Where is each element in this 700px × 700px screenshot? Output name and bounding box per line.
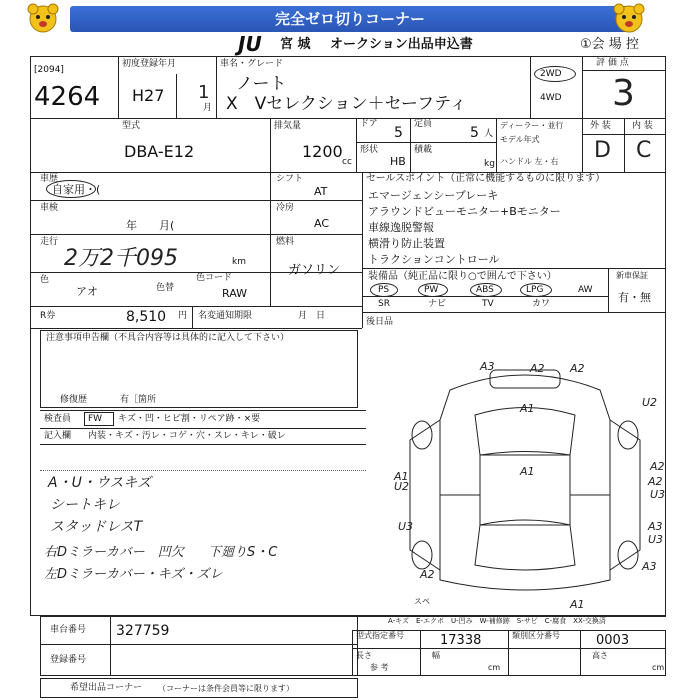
handwritten-line-4: 右Dミラーカバー 凹欠 <box>44 545 184 560</box>
exterior-label: 外 装 <box>590 121 611 131</box>
capacity-label: 定員 <box>414 119 433 129</box>
selling-title: セールスポイント（正常に機能するものに限ります） <box>366 173 606 184</box>
repair-label: 修復歴 <box>60 395 88 405</box>
equip-warranty: 有・無 <box>618 291 651 304</box>
damage-mark: A1 <box>520 402 535 415</box>
reg-year-label: 初度登録年月 <box>122 59 177 69</box>
displacement-value: 1200 <box>302 142 343 161</box>
reg-month: 1 <box>198 82 210 103</box>
repair-value: 有［箇所 <box>120 395 157 405</box>
load-label: 積載 <box>414 145 433 155</box>
dealer-label: ディーラー・並行 <box>500 121 564 130</box>
damage-mark: U2 <box>642 396 658 409</box>
cm-1: cm <box>488 663 501 672</box>
equip-lpg: LPG <box>526 285 544 295</box>
load-unit: kg <box>484 159 495 169</box>
pass-value: 月 日 <box>298 311 326 321</box>
reg-label: 登録番号 <box>50 655 87 665</box>
category-value: 0003 <box>596 633 630 648</box>
damage-mark: A3 <box>642 560 657 573</box>
damage-mark: U3 <box>398 520 414 533</box>
recycle-unit: 円 <box>178 311 188 321</box>
approved-value: 17338 <box>440 633 482 648</box>
equip-pw: PW <box>424 285 439 295</box>
handwritten-line-2: シートキレ <box>50 497 120 513</box>
record-bottom: 内装・キズ・汚レ・コゲ・穴・スレ・キレ・破レ <box>88 431 286 441</box>
damage-mark: A2 <box>648 475 663 488</box>
fuel-value: ガソリン <box>288 263 341 278</box>
recycle-value: 8,510 <box>126 309 167 325</box>
damage-mark: U3 <box>648 533 664 546</box>
capacity-value: 5 <box>470 125 479 141</box>
pass-label: 名変通知期限 <box>198 311 253 321</box>
diagram-suffix: スペ <box>414 597 430 606</box>
damage-mark: U2 <box>394 480 410 493</box>
inspection-value: 年 月( <box>126 219 175 232</box>
shift-value: AT <box>314 185 328 198</box>
model-name: ノート <box>236 74 287 94</box>
damage-mark: A3 <box>648 520 663 533</box>
post-label: 後日品 <box>366 317 394 327</box>
chassis-box <box>40 616 358 676</box>
color-change-label: 色替 <box>156 283 175 293</box>
shape-value: HB <box>390 155 406 168</box>
car-damage-diagram <box>380 330 670 610</box>
type-value: DBA-E12 <box>124 142 195 161</box>
color-no-label: 色コード <box>196 273 233 283</box>
width-label: 幅 <box>432 651 440 660</box>
equip-tv: TV <box>482 299 494 309</box>
damage-mark: A3 <box>480 360 495 373</box>
history-value: 自家用・( <box>52 183 101 196</box>
ac-value: AC <box>314 217 330 230</box>
equip-sr: SR <box>378 299 390 309</box>
displacement-label: 排気量 <box>274 121 302 131</box>
reg-era: H27 <box>132 86 165 105</box>
org-name: 宮 城 <box>280 37 311 52</box>
selling-item-4: 横滑り防止装置 <box>368 237 445 250</box>
mascot-left-icon <box>26 2 60 36</box>
mileage-label: 走行 <box>40 237 59 247</box>
history-label: 車歴 <box>40 174 59 184</box>
shape-label: 形状 <box>360 145 379 155</box>
color-value: アオ <box>76 285 98 298</box>
color-no-value: RAW <box>222 287 247 300</box>
selling-item-3: 車線逸脱警報 <box>368 221 434 234</box>
interior-label: 内 装 <box>632 121 653 131</box>
selling-item-1: エマージェンシーブレーキ <box>368 189 499 202</box>
equip-aw: AW <box>578 285 593 295</box>
color-label: 色 <box>40 275 50 285</box>
banner-title: 完全ゼロ切りコーナー <box>70 6 630 32</box>
damage-mark: A1 <box>520 465 535 478</box>
selling-item-2: アラウンドビューモニター+Bモニター <box>368 205 561 218</box>
equip-title: 装備品（純正品に限り○で囲んで下さい） <box>368 271 557 282</box>
recycle-label: R券 <box>40 311 56 321</box>
damage-mark: A1 <box>394 470 409 483</box>
equip-leather: カワ <box>532 299 551 309</box>
doors-label: ドア <box>360 119 378 129</box>
handle-label: ハンドル 左・右 <box>500 157 559 166</box>
wish-label: 希望出品コーナー <box>70 683 143 693</box>
selling-item-5: トラクションコントロール <box>368 253 500 266</box>
reg-month-unit: 月 <box>203 103 213 113</box>
approved-label: 型式指定番号 <box>356 631 404 640</box>
handwritten-line-3: スタッドレスT <box>50 519 143 535</box>
record-top: キズ・凹・ヒビ割・リペア跡・×要 <box>118 414 261 424</box>
handwritten-side-note: 下廻りS・C <box>208 545 278 560</box>
lot-small-id: [2094] <box>34 65 64 75</box>
height-label: 高さ <box>592 651 608 660</box>
ju-logo: JU <box>238 32 262 56</box>
handwritten-line-5: 左Dミラーカバー・キズ・ズレ <box>44 567 223 582</box>
inspection-label: 車検 <box>40 203 59 213</box>
type-label: 型式 <box>122 121 141 131</box>
equip-abs: ABS <box>476 285 494 295</box>
displacement-unit: cc <box>342 157 352 167</box>
venue-label: ①会 場 控 <box>580 37 639 52</box>
shift-label: シフト <box>276 174 304 184</box>
record-label: 記入欄 <box>44 431 72 441</box>
inspector-label: 検査員 <box>44 414 72 424</box>
damage-mark: U3 <box>650 488 666 501</box>
damage-mark: A1 <box>570 598 585 610</box>
damage-mark: A2 <box>530 362 545 375</box>
mileage-unit: km <box>232 257 246 267</box>
fuel-label: 燃料 <box>276 237 295 247</box>
category-label: 類別区分番号 <box>512 631 560 640</box>
lot-number: 4264 <box>34 82 101 112</box>
form-title: オークション出品申込書 <box>330 37 473 52</box>
damage-mark: A2 <box>420 568 435 581</box>
mascot-right-icon <box>612 2 646 36</box>
diagram-legend: A-キズ E-エクボ U-凹み W-補修跡 S-サビ C-腐食 XX-交換済 <box>388 617 606 625</box>
equip-ps: PS <box>378 285 390 295</box>
notes-title: 注意事項申告欄（不具合内容等は具体的に記入して下さい） <box>46 333 290 343</box>
length-label: 長さ <box>356 651 372 660</box>
score-label: 評 価 点 <box>596 58 629 68</box>
interior-grade: C <box>636 138 652 163</box>
model-grade: X Vセレクション＋セーフティ <box>226 94 467 114</box>
cm-2: cm <box>652 663 665 672</box>
exterior-grade: D <box>594 138 611 163</box>
drive-4wd: 4WD <box>540 93 562 103</box>
damage-mark: A2 <box>570 362 585 375</box>
doors-value: 5 <box>394 125 403 141</box>
chassis-label: 車台番号 <box>50 625 87 635</box>
equip-new-label: 新車保証 <box>616 271 648 280</box>
model-year-label: モデル年式 <box>500 135 540 144</box>
inspector-value: FW <box>88 414 103 424</box>
chassis-value: 327759 <box>116 623 170 639</box>
capacity-unit: 人 <box>484 129 494 139</box>
mileage-value: 2万2千095 <box>64 246 178 271</box>
model-label: 車名・グレード <box>220 59 284 69</box>
ac-label: 冷房 <box>276 203 295 213</box>
wish-note: （コーナーは条件会員等に限ります） <box>158 684 294 693</box>
equip-navi: ナビ <box>428 299 447 309</box>
handwritten-line-1: A・U・ウスキズ <box>48 475 152 491</box>
score-value: 3 <box>612 73 635 114</box>
ref-label-1: 参 考 <box>370 663 389 672</box>
damage-mark: A2 <box>650 460 665 473</box>
drive-2wd: 2WD <box>540 69 562 79</box>
